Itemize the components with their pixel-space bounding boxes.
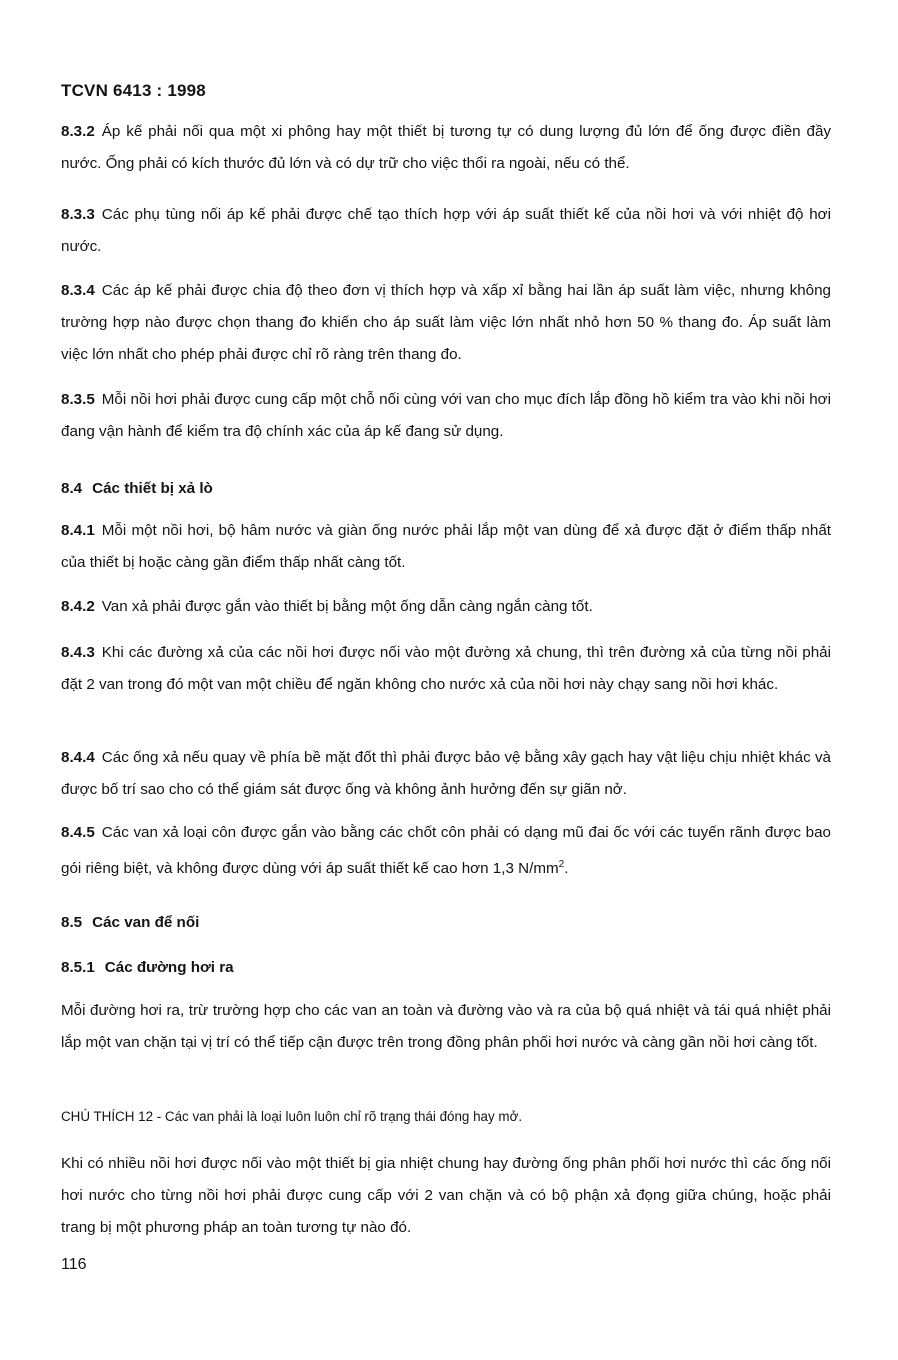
section-heading-8-5 [61, 907, 199, 939]
clause-text: Áp kế phải nối qua một xi phông hay một thiết bị tương tự có dung lượng đủ lớn để ống được điền đầy nước. Ống phải có kích thước đủ lớn và có dự trữ cho việc thổi ra ngoài, nếu có thể. [61, 123, 831, 172]
clause-number: 8.4.5 [61, 824, 95, 841]
clause-text: Khi các đường xả của các nồi hơi được nối vào một đường xả chung, thì trên đường xả của từng nồi phải đặt 2 van trong đó một van một chiều để ngăn không cho nước xả của nồi hơi này chạy sang nồi hơi khác. [61, 644, 831, 693]
clause-8-4-4 [61, 742, 831, 806]
section-number: 8.5.1 [61, 959, 95, 976]
clause-number: 8.3.4 [61, 282, 95, 299]
clause-text: Các áp kế phải được chia độ theo đơn vị thích hợp và xấp xỉ bằng hai lần áp suất làm việc, nhưng không trường hợp nào được chọn thang đo khiến cho áp suất làm việc lớn nhất nhỏ hơn 50 % thang đo. Áp suất làm việc lớn nhất cho phép phải được chỉ rõ ràng trên thang đo. [61, 282, 831, 363]
clause-number: 8.4.3 [61, 644, 95, 661]
superscript: 2 [558, 859, 565, 870]
paragraph-8-5-1-b: Khi có nhiều nồi hơi được nối vào một thiết bị gia nhiệt chung hay đường ống phân phối hơi nước thì các ống nối hơi nước cho từng nồi hơi phải được cung cấp với 2 van chặn và có bộ phận xả đọng giữa chúng, hoặc phải trang bị một phương pháp an toàn tương tự nào đó. [61, 1155, 831, 1236]
section-title: Các thiết bị xả lò [92, 480, 213, 497]
clause-text-end: . [564, 860, 569, 878]
clause-number: 8.3.5 [61, 391, 95, 408]
clause-text: Các phụ tùng nối áp kế phải được chế tạo thích hợp với áp suất thiết kế của nồi hơi và với nhiệt độ hơi nước. [61, 206, 831, 255]
clause-text: Van xả phải được gắn vào thiết bị bằng một ống dẫn càng ngắn càng tốt. [101, 598, 593, 615]
clause-text: Các ống xả nếu quay về phía bề mặt đốt thì phải được bảo vệ bằng xây gạch hay vật liệu chịu nhiệt khác và được bố trí sao cho có thể giám sát được ống và không ảnh hưởng đến sự giãn nở. [61, 749, 831, 798]
clause-8-3-2 [61, 116, 831, 180]
clause-number: 8.4.4 [61, 749, 95, 766]
page-number: 116 [61, 1256, 87, 1273]
clause-8-3-3 [61, 199, 831, 263]
note-12: CHÚ THÍCH 12 - Các van phải là loại luôn luôn chỉ rõ trạng thái đóng hay mở. [61, 1109, 523, 1124]
clause-8-4-1 [61, 515, 831, 579]
clause-8-4-3 [61, 637, 831, 701]
clause-8-3-5 [61, 384, 831, 448]
clause-number: 8.4.1 [61, 522, 95, 539]
clause-number: 8.4.2 [61, 598, 95, 615]
subsection-heading-8-5-1 [61, 952, 234, 984]
section-title: Các đường hơi ra [104, 959, 234, 976]
section-title: Các van để nối [92, 914, 200, 931]
standard-header: TCVN 6413 : 1998 [61, 81, 206, 100]
section-number: 8.5 [61, 914, 83, 931]
clause-number: 8.3.3 [61, 206, 95, 223]
clause-8-3-4 [61, 275, 831, 371]
clause-number: 8.3.2 [61, 123, 95, 140]
clause-text: Các van xả loại côn được gắn vào bằng các chốt côn phải có dạng mũ đai ốc với các tuyến rãnh được bao gói riêng biệt, và không được dùng với áp suất thiết kế cao hơn 1,3 N/mm [61, 824, 831, 878]
section-heading-8-4 [61, 473, 213, 505]
clause-8-4-5 [61, 817, 831, 885]
clause-text: Mỗi một nồi hơi, bộ hâm nước và giàn ống nước phải lắp một van dùng để xả được đặt ở điểm thấp nhất của thiết bị hoặc càng gần điểm thấp nhất càng tốt. [61, 522, 831, 571]
paragraph-8-5-1-a: Mỗi đường hơi ra, trừ trường hợp cho các van an toàn và đường vào và ra của bộ quá nhiệt và tái quá nhiệt phải lắp một van chặn tại vị trí có thể tiếp cận được trên trong đồng phân phối hơi nước và càng gần nồi hơi càng tốt. [61, 1002, 831, 1051]
section-number: 8.4 [61, 480, 83, 497]
clause-8-4-2 [61, 591, 831, 623]
clause-text: Mỗi nồi hơi phải được cung cấp một chỗ nối cùng với van cho mục đích lắp đồng hồ kiểm tra vào khi nồi hơi đang vận hành để kiểm tra độ chính xác của áp kế đang sử dụng. [61, 391, 831, 440]
